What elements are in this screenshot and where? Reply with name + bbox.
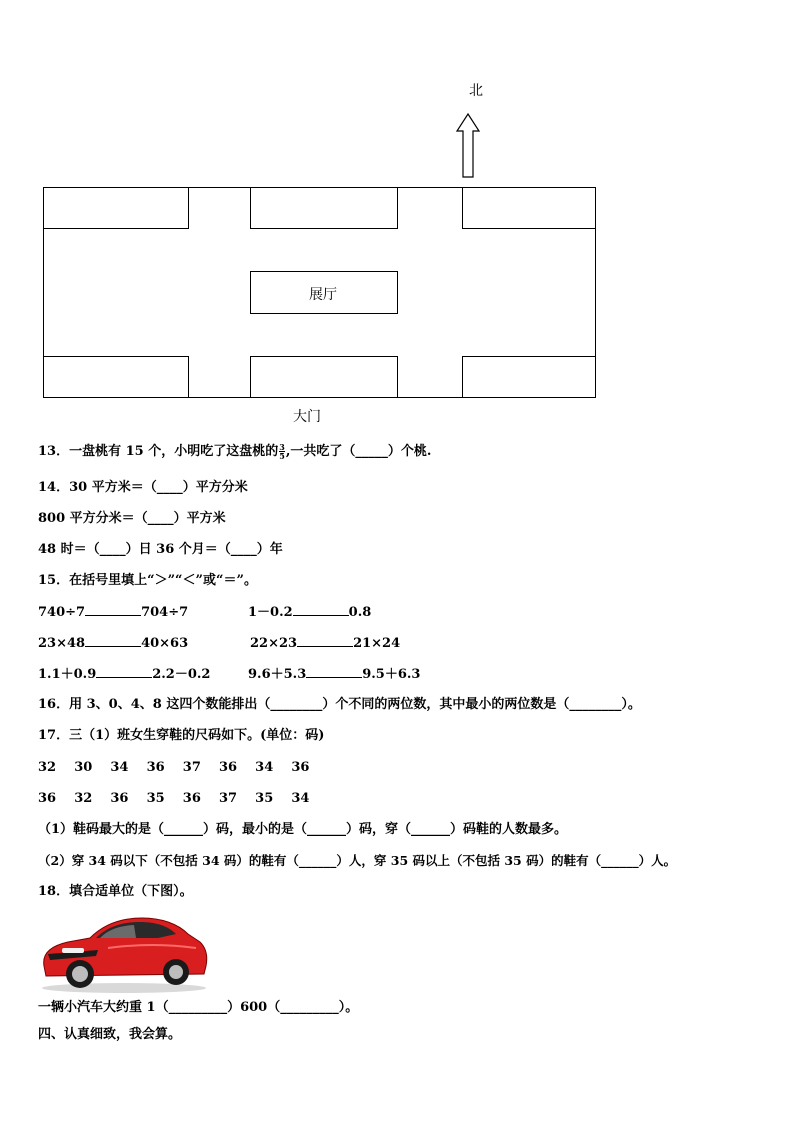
map-block-bottom-middle: [250, 356, 398, 398]
q15-item-left: 1.1＋0.9: [38, 667, 97, 682]
q17-subquestion-1: （1）鞋码最大的是（______）码，最小的是（______）码，穿（______）码鞋的人数最多。: [38, 822, 568, 837]
question-13: [38, 443, 431, 460]
q15-item-left: 23×48: [38, 636, 86, 651]
q15-item-4: [250, 635, 400, 652]
q15-item-left: 740÷7: [38, 605, 86, 620]
gate-label: 大门: [293, 409, 321, 425]
q15-item-right: 2.2－0.2: [152, 667, 211, 682]
q13-fraction-numerator: 3: [279, 442, 285, 452]
q17-data-row-1: 32 30 34 36 37 36 34 36: [38, 760, 310, 775]
q13-prefix: 13．一盘桃有 15 个，小明吃了这盘桃的: [38, 444, 279, 459]
question-18-title: 18．填合适单位（下图）。: [38, 884, 193, 899]
q15-item-right: 704÷7: [141, 605, 189, 620]
question-14-line-2: 800 平方分米＝（____）平方米: [38, 511, 226, 526]
q15-item-1: [38, 604, 188, 621]
q15-item-left: 22×23: [250, 636, 298, 651]
question-17-title: 17．三（1）班女生穿鞋的尺码如下。(单位：码): [38, 728, 325, 743]
q13-fraction: [279, 443, 285, 460]
question-14-line-1: 14．30 平方米＝（____）平方分米: [38, 480, 248, 495]
q17-subquestion-2: （2）穿 34 码以下（不包括 34 码）的鞋有（______）人，穿 35 码以上（不包括 35 码）的鞋有（______）人。: [38, 853, 677, 868]
answer-blank[interactable]: [85, 604, 141, 616]
north-label: 北: [469, 83, 483, 99]
q15-item-left: 9.6＋5.3: [248, 667, 307, 682]
answer-blank[interactable]: [293, 604, 349, 616]
map-block-bottom-right: [462, 356, 596, 398]
q13-fraction-denominator: 5: [279, 451, 285, 461]
q15-item-right: 40×63: [141, 636, 189, 651]
answer-blank[interactable]: [85, 635, 141, 647]
q15-item-right: 0.8: [348, 605, 372, 620]
answer-blank[interactable]: [297, 635, 353, 647]
q15-item-3: [38, 635, 188, 652]
q15-item-2: [248, 604, 371, 621]
q17-data-row-2: 36 32 36 35 36 37 35 34: [38, 791, 310, 806]
q15-item-5: [38, 666, 210, 683]
map-block-top-left: [43, 187, 189, 229]
answer-blank[interactable]: [96, 666, 152, 678]
q15-item-right: 21×24: [353, 636, 401, 651]
question-14-line-3: 48 时＝（____）日 36 个月＝（____）年: [38, 542, 283, 557]
q15-item-6: [248, 666, 420, 683]
q15-item-right: 9.5＋6.3: [362, 667, 421, 682]
answer-blank[interactable]: [306, 666, 362, 678]
map-block-bottom-left: [43, 356, 189, 398]
hall-label: 展厅: [309, 287, 337, 303]
red-car-image: [38, 908, 210, 994]
north-arrow-icon: [455, 113, 481, 179]
section-4-title: 四、认真细致，我会算。: [38, 1027, 182, 1042]
q15-item-left: 1－0.2: [248, 605, 293, 620]
map-block-top-right: [462, 187, 596, 229]
question-15-title: 15．在括号里填上“＞”“＜”或“＝”。: [38, 573, 257, 588]
map-block-top-middle: [250, 187, 398, 229]
q13-suffix: ,一共吃了（_____）个桃.: [285, 444, 432, 459]
question-18-text: 一辆小汽车大约重 1（_________）600（_________）。: [38, 1000, 359, 1015]
question-16: 16．用 3、0、4、8 这四个数能排出（________）个不同的两位数，其中最小的两位数是（________）。: [38, 697, 641, 712]
